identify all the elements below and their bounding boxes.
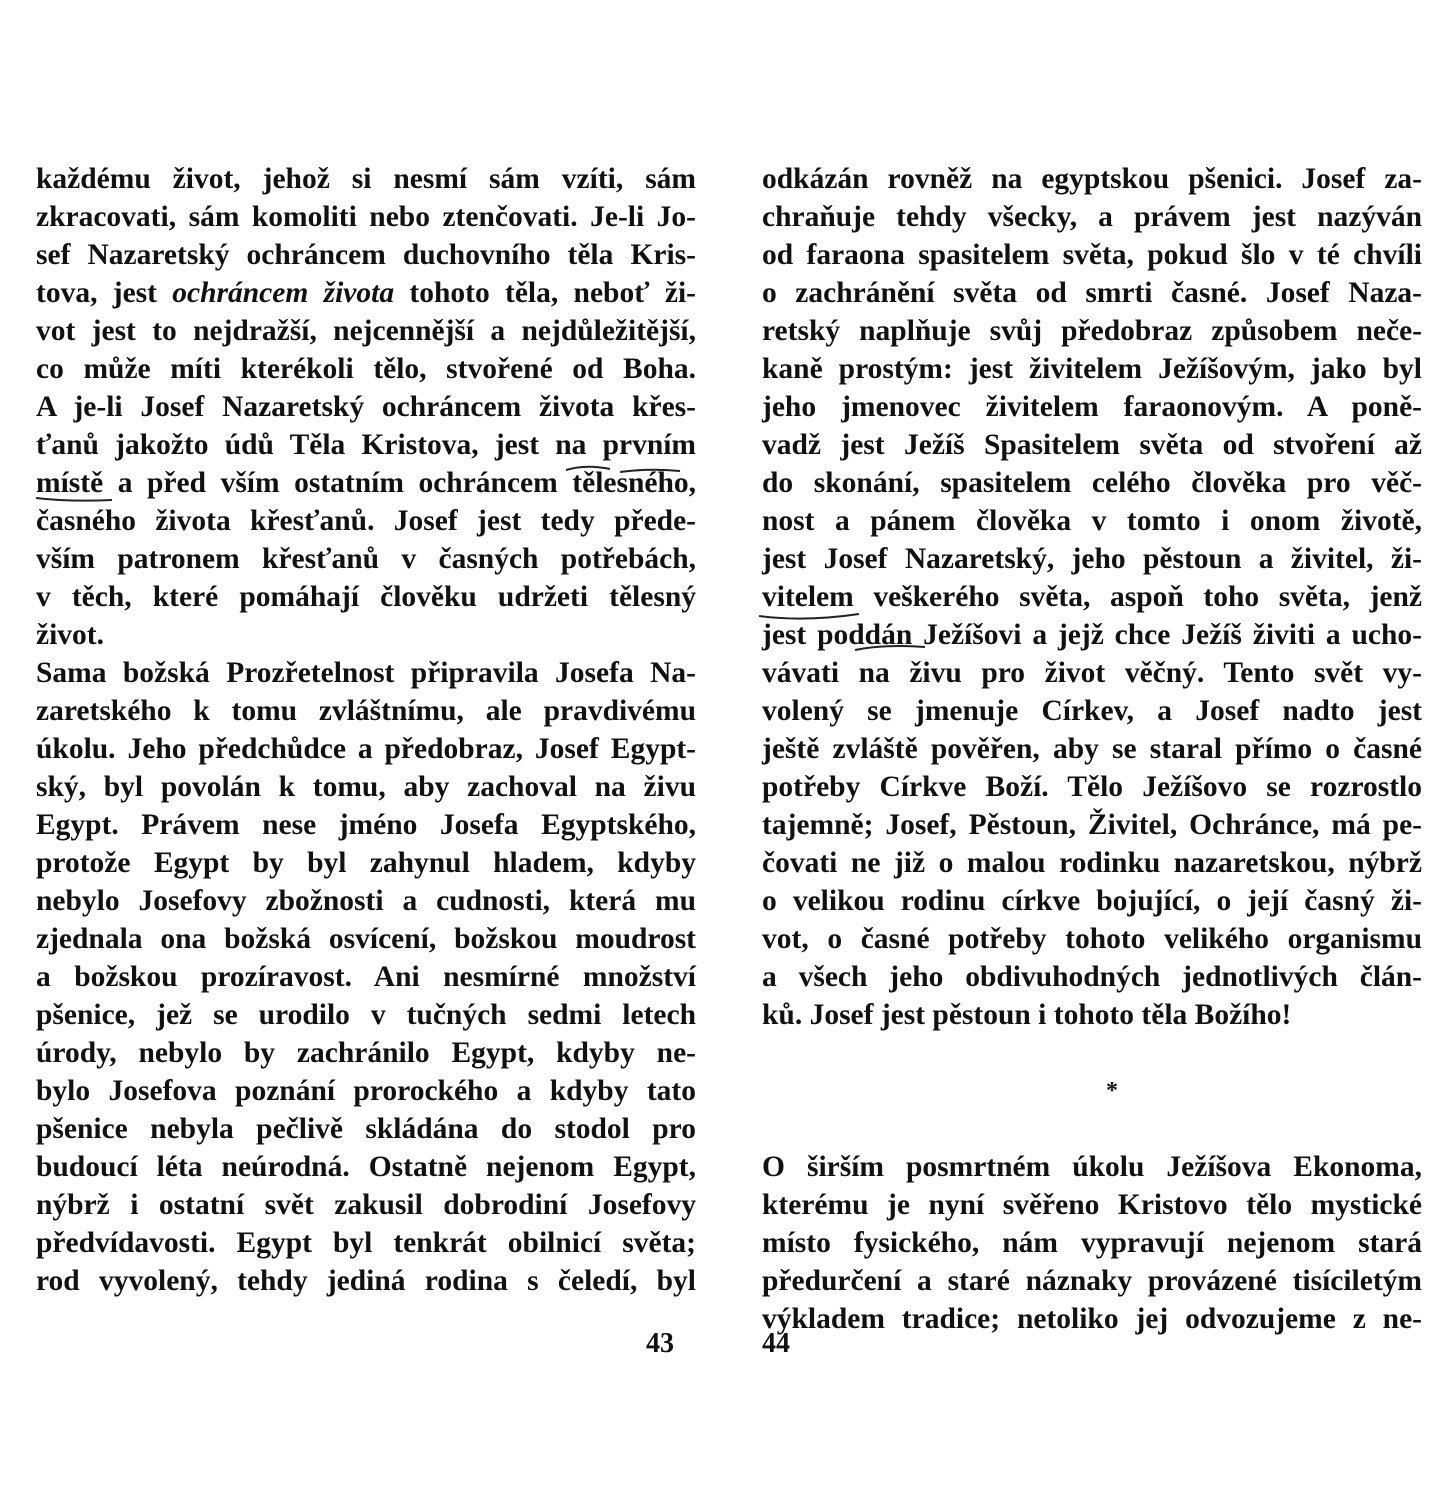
section-ornament: * — [1106, 1078, 1118, 1104]
text-line: volený se jmenuje Církev, a Josef nadto jest — [762, 695, 1422, 727]
text-line: o zachránění světa od smrti časné. Josef Naza- — [762, 277, 1422, 309]
text-line: ťanů jakožto údů Těla Kristova, jest na prvním — [36, 429, 696, 461]
text-line: potřeby Církve Boží. Tělo Ježíšovo se rozrostlo — [762, 771, 1422, 803]
text-line: odkázán rovněž na egyptskou pšenici. Josef za- — [762, 163, 1422, 195]
text-line: výkladem tradice; netoliko jej odvozujeme z ne- — [762, 1303, 1422, 1335]
text-line: kaně prostým: jest živitelem Ježíšovým, jako byl — [762, 353, 1422, 385]
text-line: čovati ne již o malou rodinku nazaretskou, nýbrž — [762, 847, 1422, 879]
text-line: tajemně; Josef, Pěstoun, Živitel, Ochránce, má pe- — [762, 809, 1422, 841]
text-line: pšenice, jež se urodilo v tučných sedmi letech — [36, 999, 696, 1031]
text-line: místě a před vším ostatním ochráncem tělesného, — [36, 467, 696, 499]
text-line: život. — [36, 619, 104, 651]
text-line-with-italic — [36, 274, 696, 312]
page-number-right: 44 — [762, 1328, 790, 1359]
text-line: v těch, které pomáhají člověku udržeti tělesný — [36, 581, 696, 613]
text-line: zkracovati, sám komoliti nebo ztenčovati. Je-li Jo- — [36, 201, 696, 233]
blank-line — [762, 1110, 1422, 1148]
text-line: nýbrž i ostatní svět zakusil dobrodiní Josefovy — [36, 1189, 696, 1221]
text-line: jest poddán Ježíšovi a jejž chce Ježíš živiti a ucho- — [762, 619, 1422, 651]
text-line: Egypt. Právem nese jméno Josefa Egyptského, — [36, 809, 696, 841]
text-line: co může míti kterékoli tělo, stvořené od Boha. — [36, 353, 696, 385]
text-line: nost a pánem člověka v tomto i onom životě, — [762, 505, 1422, 537]
text-line: budoucí léta neúrodná. Ostatně nejenom Egypt, — [36, 1151, 696, 1183]
text-line: časného života křesťanů. Josef jest tedy přede- — [36, 505, 696, 537]
text-line: sef Nazaretský ochráncem duchovního těla Kris- — [36, 239, 696, 271]
italic-phrase: ochráncem života — [172, 277, 395, 309]
text-line: každému život, jehož si nesmí sám vzíti, sám — [36, 163, 696, 195]
text-line: do skonání, spasitelem celého člověka pro věč- — [762, 467, 1422, 499]
text-line: zaretského k tomu zvláštnímu, ale pravdivému — [36, 695, 696, 727]
text-line: vávati na živu pro život věčný. Tento svět vy- — [762, 657, 1422, 689]
text-line: místo fysického, nám vypravují nejenom stará — [762, 1227, 1422, 1259]
text-fragment: tohoto těla, neboť ži- — [394, 277, 696, 309]
text-line: předvídavosti. Egypt byl tenkrát obilnicí světa; — [36, 1227, 696, 1259]
text-line: jest Josef Nazaretský, jeho pěstoun a živitel, ži- — [762, 543, 1422, 575]
text-line: vot, o časné potřeby tohoto velikého organismu — [762, 923, 1422, 955]
text-line: vitelem veškerého světa, aspoň toho světa, jenž — [762, 581, 1422, 613]
text-line: od faraona spasitelem světa, pokud šlo v té chvíli — [762, 239, 1422, 271]
text-line: ků. Josef jest pěstoun i tohoto těla Božího! — [762, 999, 1292, 1031]
page-number-left: 43 — [646, 1328, 674, 1359]
text-line: bylo Josefova poznání prorockého a kdyby tato — [36, 1075, 696, 1107]
left-page — [36, 160, 696, 1300]
text-line: Sama božská Prozřetelnost připravila Josefa Na- — [36, 657, 696, 689]
text-line: a božskou prozíravost. Ani nesmírné množství — [36, 961, 696, 993]
text-line: a všech jeho obdivuhodných jednotlivých člán- — [762, 961, 1422, 993]
text-line: O širším posmrtném úkolu Ježíšova Ekonoma, — [762, 1151, 1422, 1183]
text-line: vot jest to nejdražší, nejcennější a nejdůležitější, — [36, 315, 696, 347]
right-page — [762, 160, 1422, 1338]
text-line: kterému je nyní svěřeno Kristovo tělo mystické — [762, 1189, 1422, 1221]
text-line: úkolu. Jeho předchůdce a předobraz, Josef Egypt- — [36, 733, 696, 765]
text-line: ský, byl povolán k tomu, aby zachoval na živu — [36, 771, 696, 803]
text-line: rod vyvolený, tehdy jediná rodina s čeledí, byl — [36, 1265, 696, 1297]
text-line: jeho jmenovec živitelem faraonovým. A poně- — [762, 391, 1422, 423]
blank-line — [762, 1034, 1422, 1072]
text-line: chraňuje tehdy všecky, a právem jest nazýván — [762, 201, 1422, 233]
text-line: pšenice nebyla pečlivě skládána do stodol pro — [36, 1113, 696, 1145]
text-line: vadž jest Ježíš Spasitelem světa od stvoření až — [762, 429, 1422, 461]
text-line: nebylo Josefovy zbožnosti a cudnosti, která mu — [36, 885, 696, 917]
text-line: o velikou rodinu církve bojující, o její časný ži- — [762, 885, 1422, 917]
text-line: protože Egypt by byl zahynul hladem, kdyby — [36, 847, 696, 879]
text-line: ještě zvláště pověřen, aby se staral přímo o časné — [762, 733, 1422, 765]
text-line: zjednala ona božská osvícení, božskou moudrost — [36, 923, 696, 955]
text-line: předurčení a staré náznaky provázené tisíciletým — [762, 1265, 1422, 1297]
text-line: úrody, nebylo by zachránilo Egypt, kdyby ne- — [36, 1037, 696, 1069]
text-line: A je-li Josef Nazaretský ochráncem života křes- — [36, 391, 696, 423]
text-fragment: tova, jest — [36, 277, 173, 309]
text-line: retský naplňuje svůj předobraz způsobem neče- — [762, 315, 1422, 347]
text-line: vším patronem křesťanů v časných potřebách, — [36, 543, 696, 575]
